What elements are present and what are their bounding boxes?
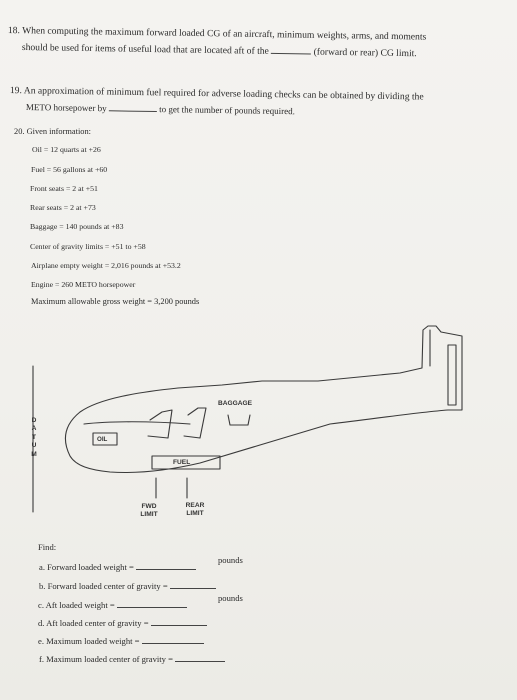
find-item-f: f. Maximum loaded center of gravity = xyxy=(39,653,225,664)
fuel-label: FUEL xyxy=(173,459,191,466)
given-item: Fuel = 56 gallons at +60 xyxy=(31,165,108,174)
question-text: An approximation of minimum fuel required for adverse loading checks can be obtained by dividing the xyxy=(23,85,424,103)
find-item-c: c. Aft loaded weight = xyxy=(38,599,187,610)
question-number: 19. xyxy=(9,85,23,97)
datum-label: D A T U M xyxy=(31,417,37,458)
fwd-limit-label: FWD LIMIT xyxy=(140,503,158,518)
rear-seat xyxy=(184,408,206,438)
tail-fin xyxy=(430,330,456,405)
question-text: METO horsepower by xyxy=(25,101,107,114)
given-item: Maximum allowable gross weight = 3,200 pounds xyxy=(31,297,200,306)
given-item: Baggage = 140 pounds at +83 xyxy=(30,222,124,231)
given-item: Rear seats = 2 at +73 xyxy=(30,203,96,212)
answer-blank[interactable] xyxy=(151,617,207,626)
answer-blank[interactable] xyxy=(136,561,196,570)
question-text: should be used for items of useful load that are located aft of the xyxy=(21,41,269,57)
cowling-line xyxy=(84,422,190,424)
question-text: (forward or rear) CG limit. xyxy=(313,46,417,60)
given-item: Airplane empty weight = 2,016 pounds at +53.2 xyxy=(31,261,181,270)
answer-blank[interactable] xyxy=(170,580,216,589)
find-heading: Find: xyxy=(38,542,57,552)
find-item-b: b. Forward loaded center of gravity = xyxy=(39,580,216,591)
unit-label: pounds xyxy=(218,593,243,603)
question-heading: Given information: xyxy=(26,127,91,136)
question-text: When computing the maximum forward loaded CG of an aircraft, minimum weights, arms, and moments xyxy=(22,25,427,43)
given-item: Front seats = 2 at +51 xyxy=(30,184,98,193)
front-seat xyxy=(148,410,172,438)
answer-blank[interactable] xyxy=(175,653,225,662)
baggage-bin xyxy=(228,415,250,425)
rear-limit-label: REAR LIMIT xyxy=(185,502,205,517)
answer-blank[interactable] xyxy=(142,635,204,644)
baggage-label: BAGGAGE xyxy=(218,400,253,407)
given-item: Center of gravity limits = +51 to +58 xyxy=(30,242,146,251)
answer-blank[interactable] xyxy=(117,599,187,608)
find-item-d: d. Aft loaded center of gravity = xyxy=(38,617,207,628)
question-number: 18. xyxy=(7,25,21,37)
given-item: Engine = 260 METO horsepower xyxy=(31,280,136,289)
oil-label: OIL xyxy=(97,436,108,443)
fuselage-outline xyxy=(65,326,462,473)
find-item-e: e. Maximum loaded weight = xyxy=(38,635,204,646)
unit-label: pounds xyxy=(218,555,243,565)
question-text: to get the number of pounds required. xyxy=(159,104,295,117)
find-item-a: a. Forward loaded weight = xyxy=(39,561,196,572)
given-item: Oil = 12 quarts at +26 xyxy=(32,145,101,154)
question-number: 20. xyxy=(14,127,25,136)
